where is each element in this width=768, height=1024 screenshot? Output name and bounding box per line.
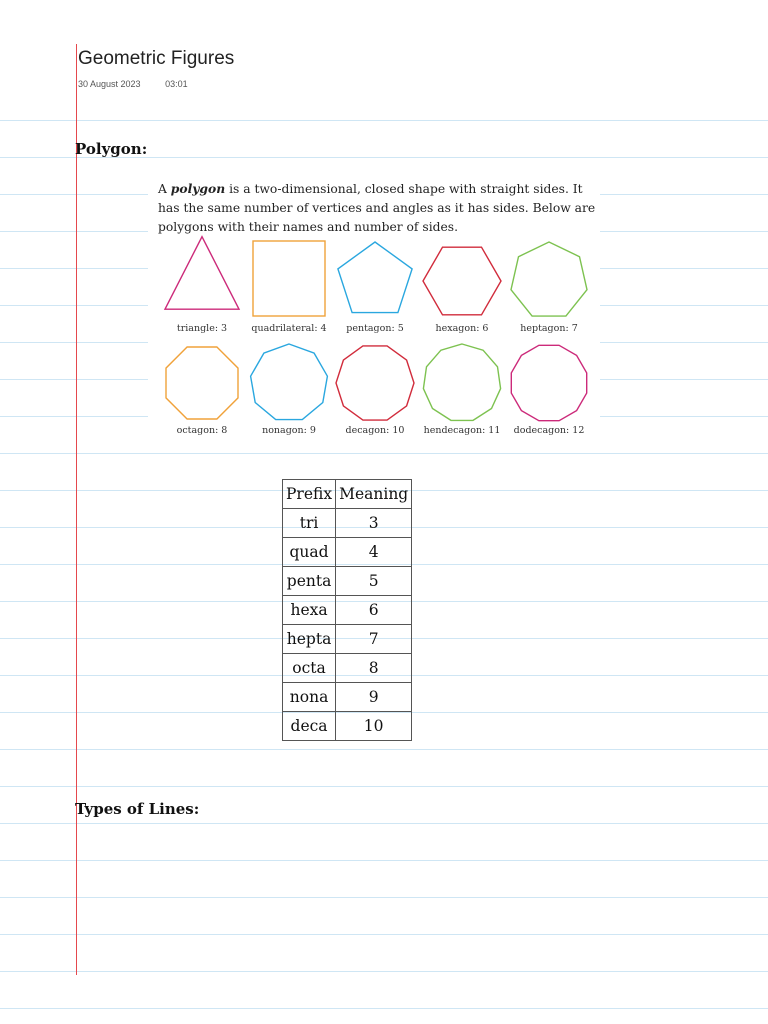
polygon-label: dodecagon: 12 [513, 425, 585, 436]
table-row [283, 567, 412, 596]
prefix-table [282, 479, 412, 741]
ruled-line [0, 934, 768, 935]
table-row [283, 538, 412, 567]
polygon-8-sides [166, 347, 238, 419]
table-row [283, 509, 412, 538]
meaning-cell: 9 [336, 683, 412, 712]
meaning-cell: 5 [336, 567, 412, 596]
polygon-label: triangle: 3 [176, 323, 228, 334]
ruled-line [0, 453, 768, 454]
polygon-label: heptagon: 7 [520, 323, 578, 334]
meaning-cell: 3 [336, 509, 412, 538]
polygon-label: hexagon: 6 [435, 323, 489, 334]
page-date: 30 August 2023 [78, 79, 141, 89]
page-time: 03:01 [165, 79, 188, 89]
polygon-label: decagon: 10 [345, 425, 405, 436]
meaning-cell: 7 [336, 625, 412, 654]
ruled-line [0, 120, 768, 121]
polygon-9-sides [251, 344, 328, 420]
polygon-10-sides [336, 346, 414, 420]
table-row [283, 683, 412, 712]
prefix-cell: hexa [283, 596, 336, 625]
polygon-12-sides [511, 345, 586, 420]
polygon-4-sides [253, 241, 325, 316]
polygon-3-sides [165, 237, 239, 310]
prefix-cell: hepta [283, 625, 336, 654]
page-meta [78, 79, 210, 89]
meaning-cell: 8 [336, 654, 412, 683]
margin-line [76, 44, 77, 975]
meaning-cell: 10 [336, 712, 412, 741]
polygon-label: octagon: 8 [176, 425, 228, 436]
polygon-11-sides [423, 344, 500, 420]
polygon-6-sides [423, 247, 501, 315]
polygon-5-sides [338, 242, 412, 313]
polygon-shapes [148, 172, 600, 448]
polygon-label: pentagon: 5 [346, 323, 404, 334]
page-title[interactable]: Geometric Figures [78, 48, 235, 69]
ruled-line [0, 897, 768, 898]
polygon-7-sides [511, 242, 587, 316]
polygon-label: quadrilateral: 4 [251, 323, 327, 334]
table-header-prefix: Prefix [283, 480, 336, 509]
table-row [283, 654, 412, 683]
prefix-cell: quad [283, 538, 336, 567]
polygon-figure [148, 172, 600, 448]
ruled-line [0, 860, 768, 861]
meaning-cell: 4 [336, 538, 412, 567]
table-header-row [283, 480, 412, 509]
polygon-label: hendecagon: 11 [423, 425, 501, 436]
ruled-line [0, 971, 768, 972]
table-row [283, 596, 412, 625]
meaning-cell: 6 [336, 596, 412, 625]
table-header-meaning: Meaning [336, 480, 412, 509]
table-body [283, 509, 412, 741]
prefix-cell: tri [283, 509, 336, 538]
polygon-heading[interactable]: Polygon: [75, 140, 148, 158]
ruled-line [0, 1008, 768, 1009]
table-row [283, 712, 412, 741]
description-prefix: A [158, 182, 171, 196]
description-emphasis: polygon [170, 181, 226, 196]
table-row [283, 625, 412, 654]
prefix-cell: nona [283, 683, 336, 712]
description-rest: is a two-dimensional, closed shape with straight sides. It has the same number of vertices and angles as it has sides. Below are polygons with their names and number of sides. [158, 182, 596, 234]
prefix-cell: penta [283, 567, 336, 596]
polygon-label: nonagon: 9 [262, 425, 316, 436]
ruled-line [0, 786, 768, 787]
prefix-cell: octa [283, 654, 336, 683]
ruled-line [0, 823, 768, 824]
prefix-cell: deca [283, 712, 336, 741]
ruled-line [0, 749, 768, 750]
types-of-lines-heading[interactable]: Types of Lines: [75, 800, 200, 818]
